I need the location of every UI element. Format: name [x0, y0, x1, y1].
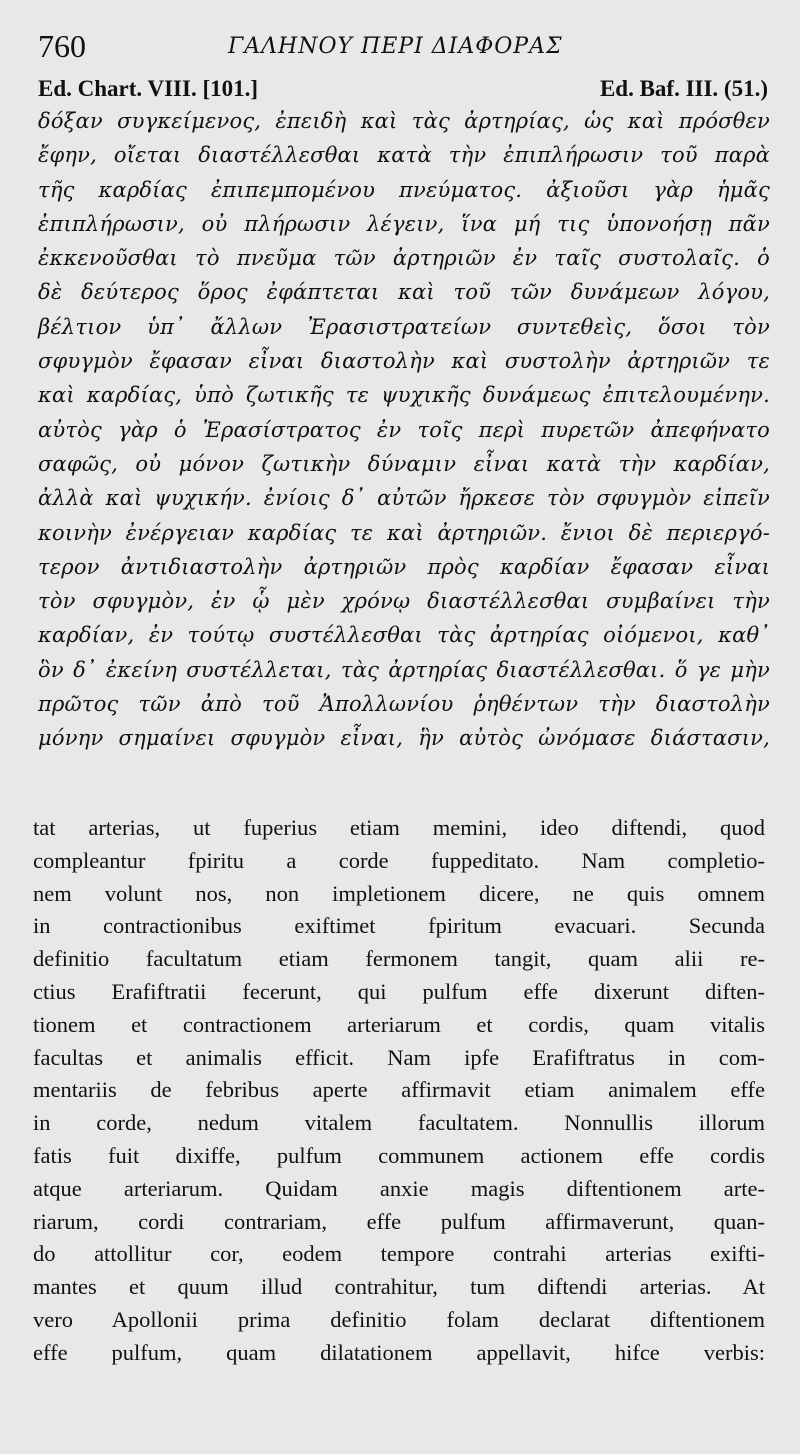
greek-text-line: σφυγμὸν ἔφασαν εἶναι διαστολὴν καὶ συστολὴν ἀρτηριῶν τε	[38, 349, 770, 374]
latin-text-line: tat arterias, ut fuperius etiam memini, ideo diftendi, quod	[33, 815, 765, 840]
latin-text-line: fatis fuit dixiffe, pulfum communem actionem effe cordis	[33, 1142, 765, 1168]
latin-text-line: nem volunt nos, non impletionem dicere, ne quis omnem	[33, 880, 765, 906]
greek-text-line: δὲ δεύτερος ὅρος ἐφάπτεται καὶ τοῦ τῶν δυνάμεων λόγου,	[38, 280, 770, 305]
greek-text-block	[38, 104, 770, 756]
latin-text-line: compleantur fpiritu a corde fuppeditato. Nam completio-	[33, 847, 765, 873]
latin-text-line: mentariis de febribus aperte affirmavit etiam animalem effe	[33, 1077, 765, 1103]
greek-text-line: ὃν δ᾽ ἐκείνη συστέλλεται, τὰς ἀρτηρίας διαστέλλεσθαι. ὅ γε μὴν	[38, 657, 770, 682]
latin-text-line: tionem et contractionem arteriarum et cordis, quam vitalis	[33, 1011, 765, 1037]
greek-text-line: κοινὴν ἐνέργειαν καρδίας τε καὶ ἀρτηριῶν. ἔνιοι δὲ περιεργό-	[38, 520, 770, 545]
latin-text-line: mantes et quum illud contrahitur, tum diftendi arterias. At	[33, 1274, 765, 1300]
greek-text-line: τὸν σφυγμὸν, ἐν ᾧ μὲν χρόνῳ διαστέλλεσθαι συμβαίνει τὴν	[38, 589, 770, 614]
edition-chartier-reference: Ed. Chart. VIII. [101.]	[38, 76, 259, 101]
greek-text-line: τερον ἀντιδιαστολὴν ἀρτηριῶν πρὸς καρδίαν ἔφασαν εἶναι	[38, 554, 770, 579]
latin-text-line: ctius Erafiftratii fecerunt, qui pulfum effe dixerunt diften-	[33, 978, 765, 1004]
edition-reference-line	[38, 74, 768, 104]
greek-text-line: καὶ καρδίας, ὑπὸ ζωτικῆς τε ψυχικῆς δυνάμεως ἐπιτελουμένην.	[38, 383, 770, 408]
latin-text-line: vero Apollonii prima definitio folam declarat diftentionem	[33, 1306, 765, 1332]
greek-text-line: καρδίαν, ἐν τούτῳ συστέλλεσθαι τὰς ἀρτηρίας οἰόμενοι, καθ᾽	[38, 623, 770, 648]
greek-text-line: ἀλλὰ καὶ ψυχικήν. ἐνίοις δ᾽ αὐτῶν ἤρκεσε τὸν σφυγμὸν εἰπεῖν	[38, 486, 770, 511]
greek-text-line: μόνην σημαίνει σφυγμὸν εἶναι, ἣν αὐτὸς ὠνόμασε διάστασιν,	[38, 726, 770, 751]
greek-text-line: αὐτὸς γὰρ ὁ Ἐρασίστρατος ἐν τοῖς περὶ πυρετῶν ἀπεφήνατο	[38, 417, 770, 442]
latin-text-line: effe pulfum, quam dilatationem appellavit, hifce verbis:	[33, 1339, 765, 1365]
latin-text-line: definitio facultatum etiam fermonem tangit, quam alii re-	[33, 946, 765, 972]
greek-text-line: βέλτιον ὑπ᾽ ἄλλων Ἐρασιστρατείων συντεθεὶς, ὅσοι τὸν	[38, 314, 770, 339]
latin-text-line: in contractionibus exiftimet fpiritum evacuari. Secunda	[33, 913, 765, 939]
greek-text-line: δόξαν συγκείμενος, ἐπειδὴ καὶ τὰς ἀρτηρίας, ὡς καὶ πρόσθεν	[38, 109, 770, 133]
running-head	[38, 26, 768, 66]
latin-text-line: facultas et animalis efficit. Nam ipfe Erafiftratus in com-	[33, 1044, 765, 1070]
edition-basel-reference: Ed. Baf. III. (51.)	[599, 76, 768, 101]
page-number: 760	[38, 28, 86, 64]
greek-text-line: ἐπιπλήρωσιν, οὐ πλήρωσιν λέγειν, ἵνα μή τις ὑπονοήσῃ πᾶν	[38, 211, 770, 236]
latin-text-line: in corde, nedum vitalem facultatem. Nonnullis illorum	[33, 1110, 765, 1136]
greek-text-line: ἐκκενοῦσθαι τὸ πνεῦμα τῶν ἀρτηριῶν ἐν ταῖς συστολαῖς. ὁ	[38, 246, 770, 271]
greek-text-line: τῆς καρδίας ἐπιπεμπομένου πνεύματος. ἀξιοῦσι γὰρ ἡμᾶς	[38, 177, 770, 202]
running-title: ΓΑΛΗΝΟΥ ΠΕΡΙ ΔΙΑΦΟΡΑΣ	[228, 34, 563, 59]
latin-text-line: do attollitur cor, eodem tempore contrahi arterias exifti-	[33, 1241, 765, 1267]
greek-text-line: σαφῶς, οὐ μόνον ζωτικὴν δύναμιν εἶναι κατὰ τὴν καρδίαν,	[38, 451, 770, 476]
greek-text-line: ἔφην, οἴεται διαστέλλεσθαι κατὰ τὴν ἐπιπλήρωσιν τοῦ παρὰ	[38, 143, 770, 168]
greek-text-line: πρῶτος τῶν ἀπὸ τοῦ Ἀπολλωνίου ῥηθέντων τὴν διαστολὴν	[38, 692, 770, 717]
latin-text-line: riarum, cordi contrariam, effe pulfum affirmaverunt, quan-	[33, 1208, 765, 1234]
latin-text-block	[33, 812, 765, 1370]
latin-text-line: atque arteriarum. Quidam anxie magis diftentionem arte-	[33, 1175, 765, 1201]
